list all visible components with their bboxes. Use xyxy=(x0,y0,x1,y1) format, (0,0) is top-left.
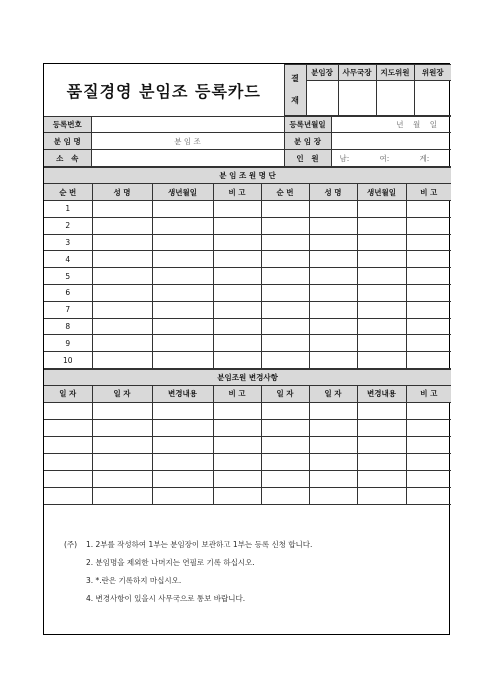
roster-cell[interactable] xyxy=(309,217,357,234)
changes-table xyxy=(44,369,451,505)
roster-cell[interactable] xyxy=(406,284,451,301)
roster-cell[interactable] xyxy=(406,201,451,218)
approval-sign-chair[interactable] xyxy=(414,81,451,116)
roster-row-number: 5 xyxy=(44,268,92,285)
roster-row xyxy=(44,234,451,251)
roster-cell[interactable] xyxy=(406,217,451,234)
roster-cell[interactable] xyxy=(406,352,451,369)
leader-label: 분 임 장 xyxy=(284,133,331,150)
title-approval-table xyxy=(44,64,451,116)
roster-cell[interactable] xyxy=(261,201,309,218)
reg-date-field[interactable]: 년 월 일 xyxy=(331,117,451,133)
changes-cell[interactable] xyxy=(92,470,152,487)
roster-cell[interactable] xyxy=(213,201,261,218)
changes-cell[interactable] xyxy=(261,487,309,504)
changes-cell[interactable] xyxy=(357,402,406,419)
roster-cell[interactable] xyxy=(92,335,152,352)
roster-cell[interactable] xyxy=(406,318,451,335)
note-item: 2. 분임명을 제외한 나머지는 연필로 기록 하십시오. xyxy=(86,558,255,567)
roster-cell[interactable] xyxy=(213,251,261,268)
changes-cell[interactable] xyxy=(44,436,92,453)
changes-cell[interactable] xyxy=(357,470,406,487)
roster-cell[interactable] xyxy=(152,234,213,251)
roster-cell[interactable] xyxy=(261,234,309,251)
approval-role-advisor: 지도위원 xyxy=(376,65,414,81)
changes-cell[interactable] xyxy=(92,487,152,504)
roster-section-title: 분 임 조 원 명 단 xyxy=(44,168,451,184)
roster-cell[interactable] xyxy=(406,335,451,352)
roster-cell[interactable] xyxy=(309,318,357,335)
roster-cell[interactable] xyxy=(261,268,309,285)
registration-card-form xyxy=(43,63,450,635)
changes-header-cell: 변경내용 xyxy=(357,385,406,402)
roster-cell[interactable] xyxy=(92,201,152,218)
roster-cell[interactable] xyxy=(213,217,261,234)
changes-cell[interactable] xyxy=(92,436,152,453)
roster-cell[interactable] xyxy=(213,318,261,335)
notes-section xyxy=(44,504,449,634)
changes-cell[interactable] xyxy=(152,470,213,487)
changes-row xyxy=(44,487,451,504)
roster-row-number: 2 xyxy=(44,217,92,234)
changes-cell[interactable] xyxy=(406,487,451,504)
changes-cell[interactable] xyxy=(152,453,213,470)
roster-cell[interactable] xyxy=(92,301,152,318)
roster-cell[interactable] xyxy=(152,217,213,234)
roster-row-number: 1 xyxy=(44,201,92,218)
roster-cell[interactable] xyxy=(406,301,451,318)
changes-cell[interactable] xyxy=(261,402,309,419)
group-name-field[interactable]: 분 임 조 xyxy=(91,133,284,150)
roster-cell[interactable] xyxy=(357,201,406,218)
changes-cell[interactable] xyxy=(44,453,92,470)
changes-cell[interactable] xyxy=(406,419,451,436)
changes-cell[interactable] xyxy=(357,419,406,436)
reg-no-label: 등록번호 xyxy=(44,117,91,133)
reg-no-field[interactable] xyxy=(91,117,284,133)
roster-cell[interactable] xyxy=(92,251,152,268)
roster-cell[interactable] xyxy=(309,268,357,285)
members-total: 계: xyxy=(419,153,430,163)
roster-row xyxy=(44,251,451,268)
changes-cell[interactable] xyxy=(261,419,309,436)
roster-row xyxy=(44,217,451,234)
roster-cell[interactable] xyxy=(261,251,309,268)
changes-cell[interactable] xyxy=(261,453,309,470)
changes-cell[interactable] xyxy=(406,453,451,470)
info-table xyxy=(44,116,451,167)
notes-mark: (주) xyxy=(64,540,78,549)
roster-cell[interactable] xyxy=(92,284,152,301)
changes-cell[interactable] xyxy=(357,453,406,470)
roster-header-cell: 생년월일 xyxy=(357,184,406,201)
roster-row-number: 8 xyxy=(44,318,92,335)
roster-cell[interactable] xyxy=(92,234,152,251)
changes-cell[interactable] xyxy=(261,470,309,487)
changes-header-cell: 변경내용 xyxy=(152,385,213,402)
roster-row-number: 3 xyxy=(44,234,92,251)
changes-header-cell: 비 고 xyxy=(406,385,451,402)
roster-cell[interactable] xyxy=(406,251,451,268)
roster-cell[interactable] xyxy=(261,318,309,335)
roster-cell[interactable] xyxy=(406,234,451,251)
note-item: 1. 2부를 작성하여 1부는 분임장이 보관하고 1부는 등록 신청 합니다. xyxy=(86,540,313,549)
changes-cell[interactable] xyxy=(92,402,152,419)
reg-date-label: 등록년월일 xyxy=(284,117,331,133)
roster-cell[interactable] xyxy=(152,201,213,218)
roster-cell[interactable] xyxy=(357,284,406,301)
changes-cell[interactable] xyxy=(309,487,357,504)
changes-cell[interactable] xyxy=(213,402,261,419)
changes-cell[interactable] xyxy=(92,419,152,436)
members-female: 여: xyxy=(379,153,390,163)
members-label: 인 원 xyxy=(284,150,331,167)
roster-row-number: 10 xyxy=(44,352,92,369)
roster-cell[interactable] xyxy=(92,217,152,234)
roster-cell[interactable] xyxy=(152,352,213,369)
roster-cell[interactable] xyxy=(152,268,213,285)
roster-header-cell: 순 번 xyxy=(44,184,92,201)
changes-row xyxy=(44,402,451,419)
changes-cell[interactable] xyxy=(309,436,357,453)
roster-cell[interactable] xyxy=(309,201,357,218)
changes-row xyxy=(44,453,451,470)
approval-role-leader: 분임장 xyxy=(306,65,338,81)
changes-row xyxy=(44,419,451,436)
form-title: 품질경영 분임조 등록카드 xyxy=(44,65,284,116)
roster-cell[interactable] xyxy=(309,352,357,369)
roster-row-number: 4 xyxy=(44,251,92,268)
members-field[interactable] xyxy=(331,150,451,167)
changes-cell[interactable] xyxy=(44,470,92,487)
changes-cell[interactable] xyxy=(309,453,357,470)
roster-cell[interactable] xyxy=(357,251,406,268)
changes-header-cell: 일 자 xyxy=(44,385,92,402)
roster-cell[interactable] xyxy=(309,284,357,301)
changes-cell[interactable] xyxy=(152,402,213,419)
roster-row xyxy=(44,284,451,301)
roster-cell[interactable] xyxy=(213,301,261,318)
changes-cell[interactable] xyxy=(213,470,261,487)
roster-cell[interactable] xyxy=(261,217,309,234)
changes-cell[interactable] xyxy=(44,487,92,504)
changes-cell[interactable] xyxy=(152,436,213,453)
changes-header-cell: 일 자 xyxy=(309,385,357,402)
approval-sign-leader[interactable] xyxy=(306,81,338,116)
roster-cell[interactable] xyxy=(213,352,261,369)
dept-field[interactable] xyxy=(91,150,284,167)
changes-cell[interactable] xyxy=(213,487,261,504)
changes-cell[interactable] xyxy=(152,487,213,504)
roster-cell[interactable] xyxy=(92,268,152,285)
roster-cell[interactable] xyxy=(357,318,406,335)
changes-cell[interactable] xyxy=(213,436,261,453)
roster-cell[interactable] xyxy=(309,251,357,268)
changes-cell[interactable] xyxy=(92,453,152,470)
roster-cell[interactable] xyxy=(357,335,406,352)
changes-row xyxy=(44,436,451,453)
changes-cell[interactable] xyxy=(152,419,213,436)
note-item: 3. *.란은 기록하지 마십시오. xyxy=(86,576,182,585)
roster-header-cell: 순 번 xyxy=(261,184,309,201)
changes-header-cell: 일 자 xyxy=(92,385,152,402)
roster-cell[interactable] xyxy=(309,234,357,251)
roster-cell[interactable] xyxy=(213,268,261,285)
roster-cell[interactable] xyxy=(309,301,357,318)
changes-row xyxy=(44,470,451,487)
changes-cell[interactable] xyxy=(213,419,261,436)
dept-label: 소 속 xyxy=(44,150,91,167)
roster-cell[interactable] xyxy=(92,318,152,335)
approval-role-secretary: 사무국장 xyxy=(338,65,376,81)
approval-sign-advisor[interactable] xyxy=(376,81,414,116)
roster-row xyxy=(44,352,451,369)
approval-caption-top: 결 xyxy=(291,74,299,83)
approval-caption xyxy=(284,65,306,116)
changes-cell[interactable] xyxy=(357,436,406,453)
roster-cell[interactable] xyxy=(357,234,406,251)
roster-header-cell: 성 명 xyxy=(92,184,152,201)
roster-header-cell: 성 명 xyxy=(309,184,357,201)
roster-row-number: 6 xyxy=(44,284,92,301)
roster-cell[interactable] xyxy=(406,268,451,285)
group-name-label: 분 임 명 xyxy=(44,133,91,150)
roster-row-number: 7 xyxy=(44,301,92,318)
roster-cell[interactable] xyxy=(261,284,309,301)
approval-sign-secretary[interactable] xyxy=(338,81,376,116)
roster-cell[interactable] xyxy=(152,284,213,301)
changes-cell[interactable] xyxy=(309,419,357,436)
roster-cell[interactable] xyxy=(152,301,213,318)
roster-cell[interactable] xyxy=(261,352,309,369)
changes-cell[interactable] xyxy=(261,436,309,453)
changes-cell[interactable] xyxy=(309,402,357,419)
roster-cell[interactable] xyxy=(152,318,213,335)
roster-cell[interactable] xyxy=(357,301,406,318)
roster-row xyxy=(44,301,451,318)
roster-header-cell: 비 고 xyxy=(213,184,261,201)
roster-cell[interactable] xyxy=(92,352,152,369)
leader-field[interactable] xyxy=(331,133,451,150)
roster-cell[interactable] xyxy=(357,352,406,369)
members-male: 남: xyxy=(339,153,350,163)
roster-table xyxy=(44,167,451,369)
changes-cell[interactable] xyxy=(309,470,357,487)
changes-section-title: 분임조원 변경사항 xyxy=(44,369,451,385)
roster-cell[interactable] xyxy=(357,268,406,285)
roster-cell[interactable] xyxy=(309,335,357,352)
approval-caption-bottom: 재 xyxy=(291,96,299,105)
changes-cell[interactable] xyxy=(406,402,451,419)
roster-row xyxy=(44,201,451,218)
roster-row-number: 9 xyxy=(44,335,92,352)
roster-row xyxy=(44,318,451,335)
roster-cell[interactable] xyxy=(213,284,261,301)
roster-row xyxy=(44,335,451,352)
roster-cell[interactable] xyxy=(213,335,261,352)
changes-header-cell: 일 자 xyxy=(261,385,309,402)
changes-cell[interactable] xyxy=(44,419,92,436)
changes-cell[interactable] xyxy=(357,487,406,504)
changes-cell[interactable] xyxy=(44,402,92,419)
roster-cell[interactable] xyxy=(357,217,406,234)
roster-cell[interactable] xyxy=(152,251,213,268)
roster-cell[interactable] xyxy=(261,335,309,352)
note-item: 4. 변경사항이 있을시 사무국으로 통보 바랍니다. xyxy=(86,594,246,603)
roster-header-cell: 비 고 xyxy=(406,184,451,201)
roster-cell[interactable] xyxy=(213,234,261,251)
approval-role-chair: 위원장 xyxy=(414,65,451,81)
roster-row xyxy=(44,268,451,285)
changes-header-cell: 비 고 xyxy=(213,385,261,402)
changes-cell[interactable] xyxy=(213,453,261,470)
changes-cell[interactable] xyxy=(406,436,451,453)
changes-cell[interactable] xyxy=(406,470,451,487)
roster-cell[interactable] xyxy=(261,301,309,318)
roster-header-cell: 생년월일 xyxy=(152,184,213,201)
roster-cell[interactable] xyxy=(152,335,213,352)
